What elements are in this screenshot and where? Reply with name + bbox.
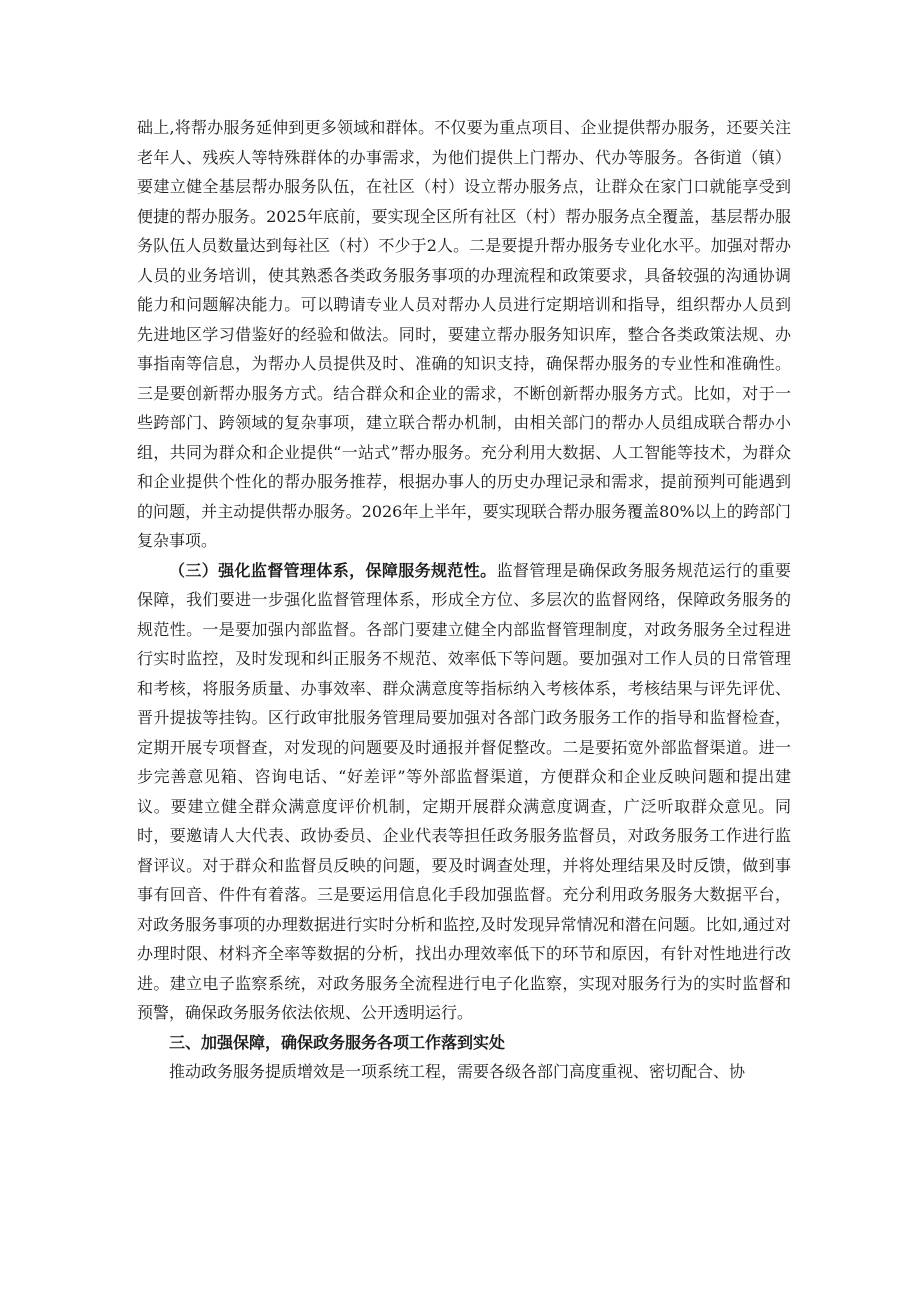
document-body [137, 113, 791, 1087]
paragraph-supervision-body: 监督管理是确保政务服务规范运行的重要保障，我们要进一步强化监督管理体系，形成全方位、多层次的监督网络，保障政务服务的规范性。一是要加强内部监督。各部门要建立健全内部监督管理制度，对政务服务全过程进行实时监控，及时发现和纠正服务不规范、效率低下等问题。要加强对工作人员的日常管理和考核，将服务质量、办事效率、群众满意度等指标纳入考核体系，考核结果与评先评优、晋升提拔等挂钩。区行政审批服务管理局要加强对各部门政务服务工作的指导和监督检查，定期开展专项督查，对发现的问题要及时通报并督促整改。二是要拓宽外部监督渠道。进一步完善意见箱、咨询电话、“好差评”等外部监督渠道，方便群众和企业反映问题和提出建议。要建立健全群众满意度评价机制，定期开展群众满意度调查，广泛听取群众意见。同时，要邀请人大代表、政协委员、企业代表等担任政务服务监督员，对政务服务工作进行监督评议。对于群众和监督员反映的问题，要及时调查处理，并将处理结果及时反馈，做到事事有回音、件件有着落。三是要运用信息化手段加强监督。充分利用政务服务大数据平台，对政务服务事项的办理数据进行实时分析和监控,及时发现异常情况和潜在问题。比如,通过对办理时限、材料齐全率等数据的分析，找出办理效率低下的环节和原因，有针对性地进行改进。建立电子监察系统，对政务服务全流程进行电子化监察，实现对服务行为的实时监督和预警，确保政务服务依法依规、公开透明运行。 [137, 560, 791, 1022]
section-subheading-supervision: （三）强化监督管理体系，保障服务规范性。 [169, 560, 497, 580]
paragraph-helper-services: 础上,将帮办服务延伸到更多领域和群体。不仅要为重点项目、企业提供帮办服务，还要关注老年人、残疾人等特殊群体的办事需求，为他们提供上门帮办、代办等服务。各街道（镇）要建立健全基层帮办服务队伍，在社区（村）设立帮办服务点，让群众在家门口就能享受到便捷的帮办服务。2025年底前，要实现全区所有社区（村）帮办服务点全覆盖，基层帮办服务队伍人员数量达到每社区（村）不少于2人。二是要提升帮办服务专业化水平。加强对帮办人员的业务培训，使其熟悉各类政务服务事项的办理流程和政策要求，具备较强的沟通协调能力和问题解决能力。可以聘请专业人员对帮办人员进行定期培训和指导，组织帮办人员到先进地区学习借鉴好的经验和做法。同时，要建立帮办服务知识库，整合各类政策法规、办事指南等信息，为帮办人员提供及时、准确的知识支持，确保帮办服务的专业性和准确性。三是要创新帮办服务方式。结合群众和企业的需求，不断创新帮办服务方式。比如，对于一些跨部门、跨领域的复杂事项，建立联合帮办机制，由相关部门的帮办人员组成联合帮办小组，共同为群众和企业提供“一站式”帮办服务。充分利用大数据、人工智能等技术，为群众和企业提供个性化的帮办服务推荐，根据办事人的历史办理记录和需求，提前预判可能遇到的问题，并主动提供帮办服务。2026年上半年，要实现联合帮办服务覆盖80%以上的跨部门复杂事项。 [137, 118, 791, 550]
paragraph-supervision [137, 556, 791, 1028]
paragraph-guarantee: 推动政务服务提质增效是一项系统工程，需要各级各部门高度重视、密切配合、协 [169, 1062, 746, 1081]
section-heading-3: 三、加强保障，确保政务服务各项工作落到实处 [169, 1032, 506, 1052]
